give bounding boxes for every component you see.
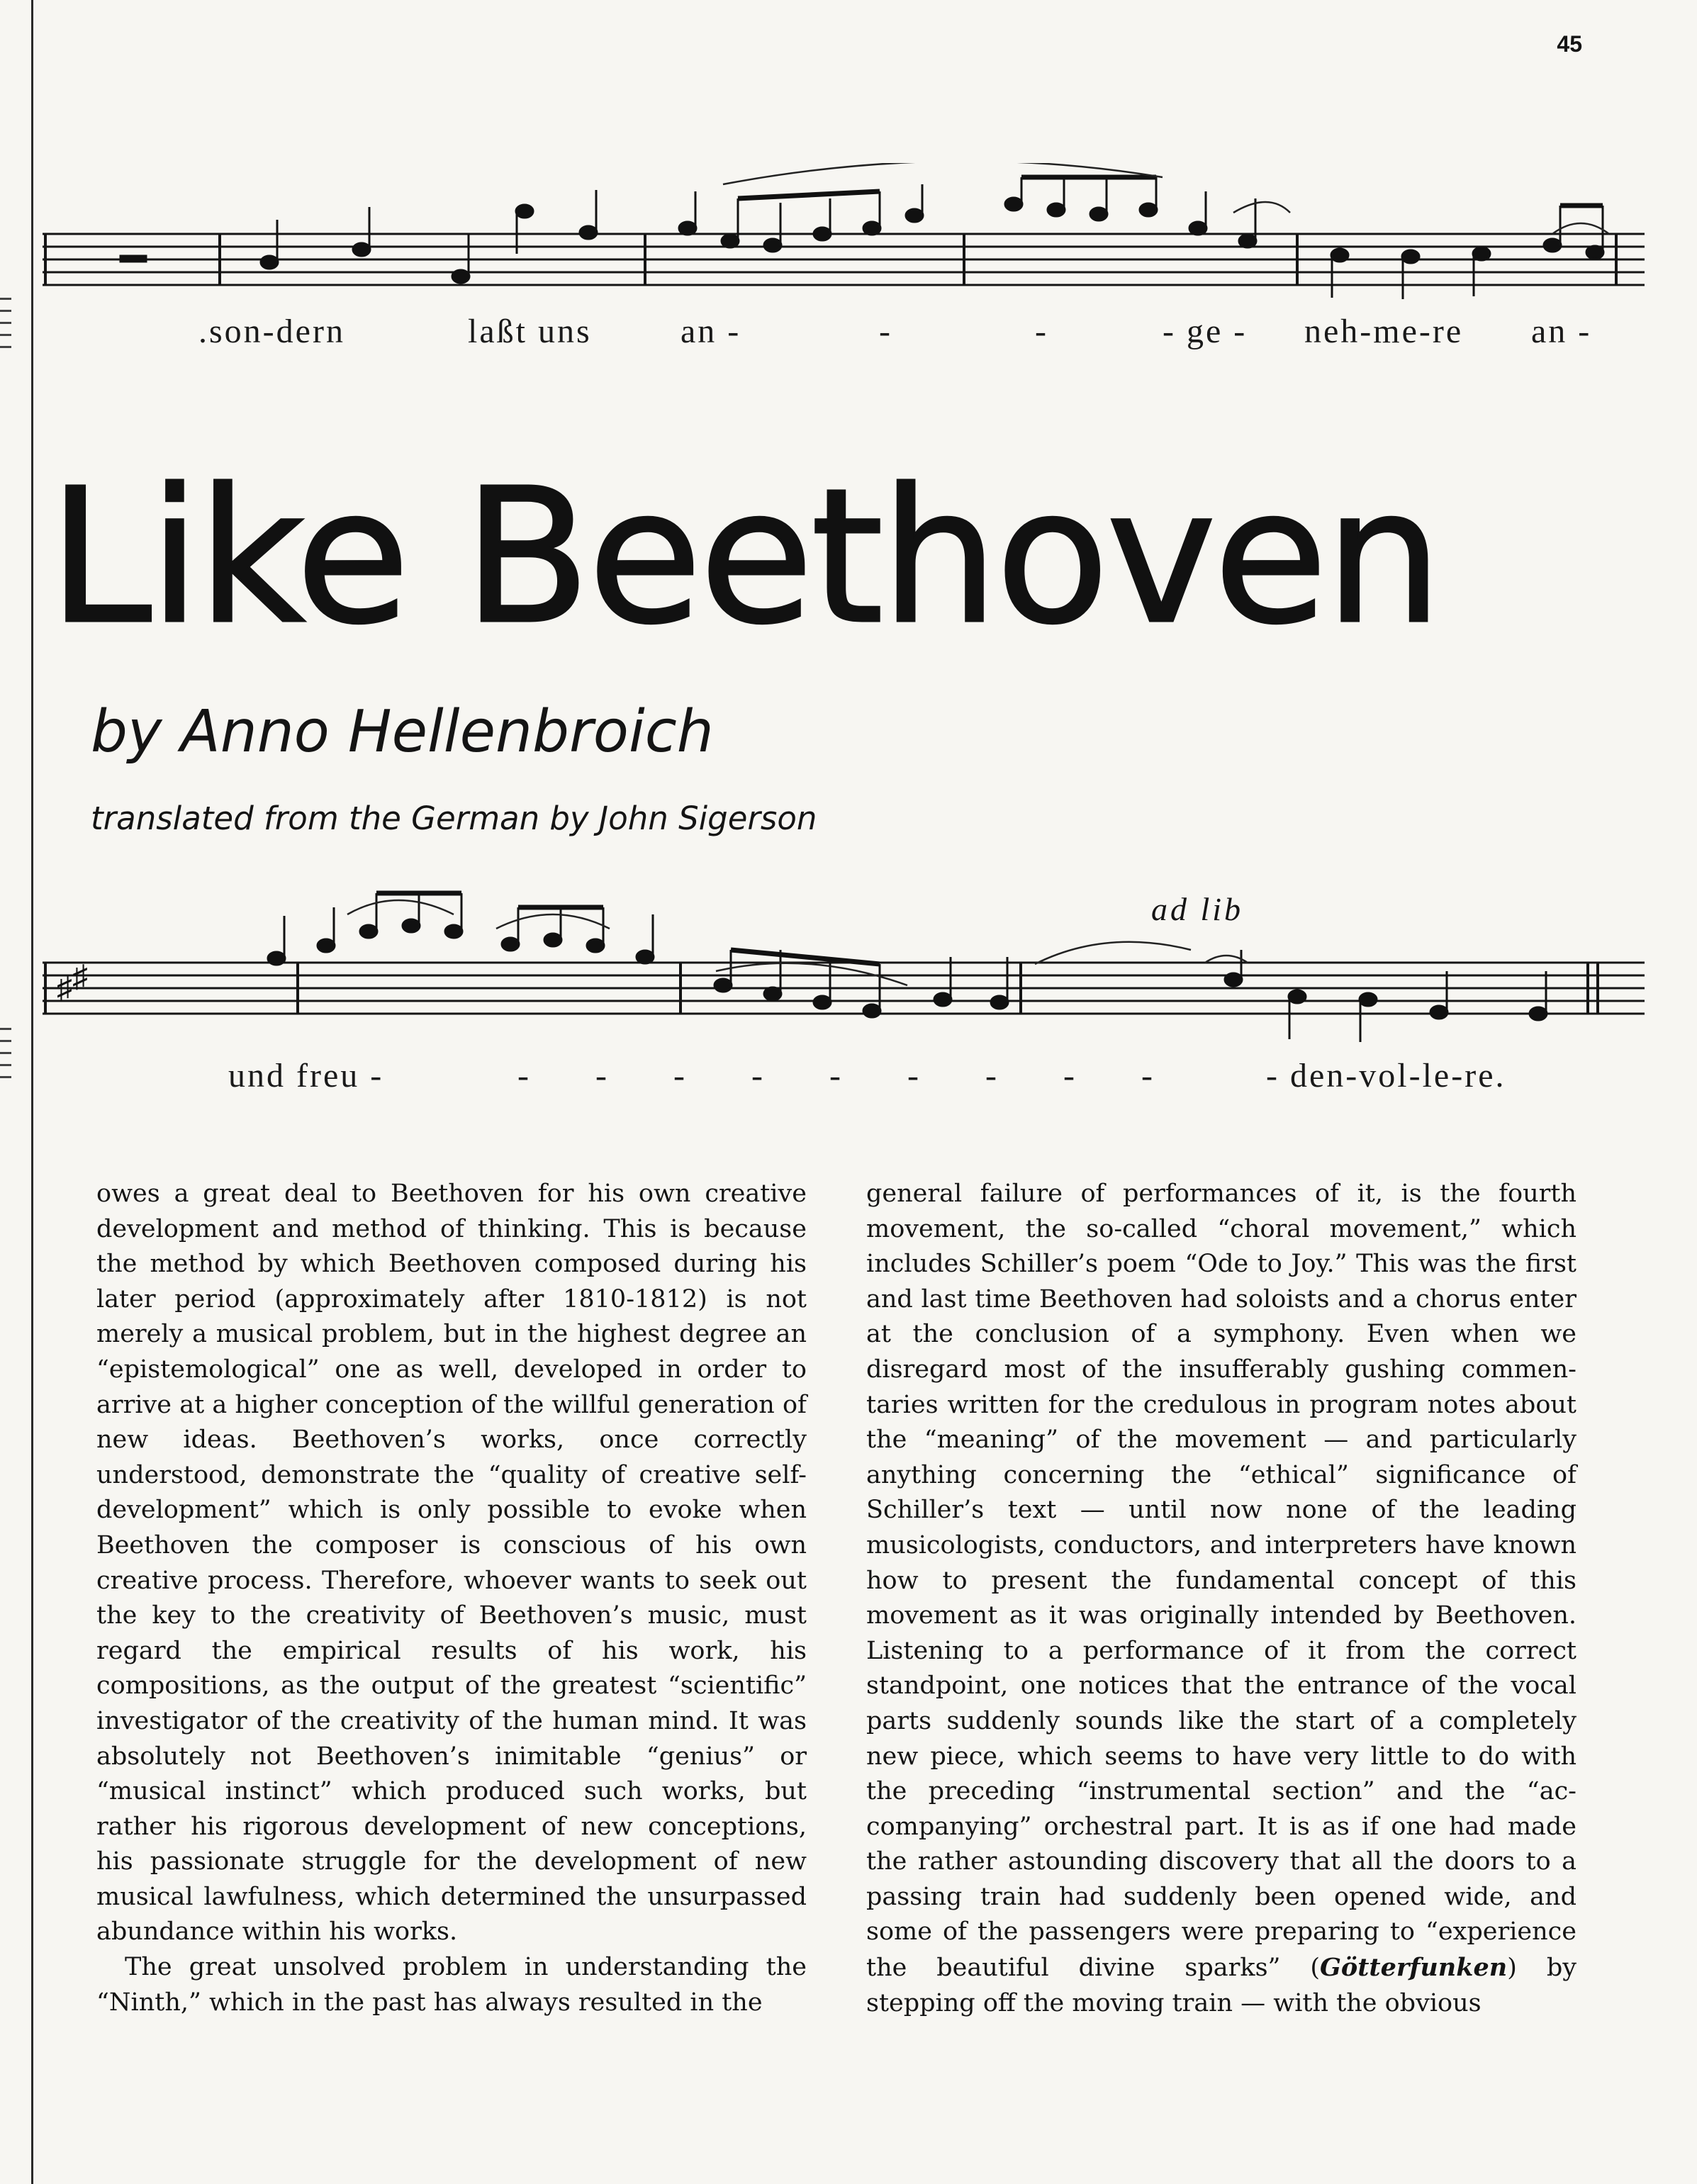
lyric-upper-4: - (879, 313, 892, 350)
body-text: ) by stepping off the moving train — with the obvious (866, 1954, 1576, 2017)
lyric-lower-3: - (595, 1057, 609, 1094)
lyric-lower-9: - (1063, 1057, 1077, 1094)
lyric-lower-1: und freu - (228, 1057, 384, 1094)
lyric-lower-10: - (1141, 1057, 1155, 1094)
lyric-lower-11: - den-vol-le-re. (1266, 1057, 1506, 1094)
music-excerpt-lower (28, 872, 1659, 1106)
lyric-lower-8: - (985, 1057, 999, 1094)
body-paragraph: The great unsolved problem in understanding the “Ninth,” which in the past has always resulted in the (96, 1953, 807, 2017)
translator-credit: translated from the German by John Sigerson (91, 800, 817, 837)
ad-lib-marking: ad lib (1151, 891, 1244, 927)
music-staff-lower (28, 872, 1659, 1077)
lyric-upper-8: an - (1531, 313, 1592, 350)
body-paragraph (866, 1177, 1576, 2021)
lyric-lower-6: - (829, 1057, 843, 1094)
page-number: 45 (1557, 31, 1582, 57)
body-paragraph: owes a great deal to Beethoven for his own creative development and method of thinking. This is because the method by which Beethoven composed during his later period (approximately after 1810-1812) is not merely a musical problem, but in the highest degree an “epistemological” one as well, developed in order to arrive at a higher conception of the willful generation of new ideas. Beethoven’s works, once correctly understood, demonstrate the “quality of creative self-development” which is only possible to evoke when Beethoven the composer is conscious of his own creative process. Therefore, whoever wants to seek out the key to the creativity of Beethoven’s music, must regard the empirical results of his work, his compositions, as the output of the greatest “scientific” investigator of the creativity of the human mind. It was absolutely not Beethoven’s inimitable “genius” or “musical instinct” which produced such works, but rather his rigorous development of new conceptions, his passionate struggle for the development of new musical lawfulness, which determined the unsurpassed abundance within his works. (96, 1180, 807, 1947)
lyric-lower-2: - (517, 1057, 531, 1094)
lyric-upper-2: laßt uns (468, 313, 592, 350)
margin-ticks-lower (0, 1028, 11, 1088)
margin-ticks-upper (0, 298, 11, 358)
svg-text:♯: ♯ (72, 959, 88, 994)
svg-text:♯: ♯ (57, 970, 72, 1005)
lyric-lower-5: - (751, 1057, 765, 1094)
article-title: Like Beethoven (48, 449, 1440, 665)
lyric-upper-5: - (1035, 313, 1048, 350)
music-excerpt-upper (28, 163, 1659, 362)
italic-term: Götterfunken (1320, 1953, 1508, 1983)
lyric-lower-7: - (907, 1057, 921, 1094)
body-text: general failure of performances of it, is the fourth movement, the so-called “choral movement,” which includes Schiller’s poem “Ode to Joy.” This was the first and last time Beethoven had soloists and a chorus enter at the conclusion of a symphony. Even when we disregard most of the insufferably gushing commentaries written for the credulous in program notes about the “meaning” of the movement — and particularly anything concerning the “ethical” significance of Schiller’s text — until now none of the leading musicologists, conductors, and interpreters have known how to present the fundamental concept of this movement as it was originally intended by Beethoven. Listening to a performance of it from the correct standpoint, one notices that the entrance of the vocal parts suddenly sounds like the start of a completely new piece, which seems to have very little to do with the preceding “instrumental section” and the “accompanying” orchestral part. It is as if one had made the rather astounding discovery that all the doors to a passing train had suddenly been opened wide, and some of the passengers were preparing to “experience the beautiful divine sparks” ( (866, 1180, 1576, 1983)
lyric-upper-1: .son-dern (198, 313, 345, 350)
author-byline: by Anno Hellenbroich (91, 698, 714, 766)
lyric-upper-7: neh-me-re (1304, 313, 1464, 350)
lyric-upper-3: an - (681, 313, 741, 350)
lyric-upper-6: - ge - (1163, 313, 1248, 350)
body-column-left (96, 1177, 807, 2020)
lyric-lower-4: - (673, 1057, 687, 1094)
music-staff-upper (28, 163, 1659, 312)
body-column-right (866, 1177, 1576, 2021)
